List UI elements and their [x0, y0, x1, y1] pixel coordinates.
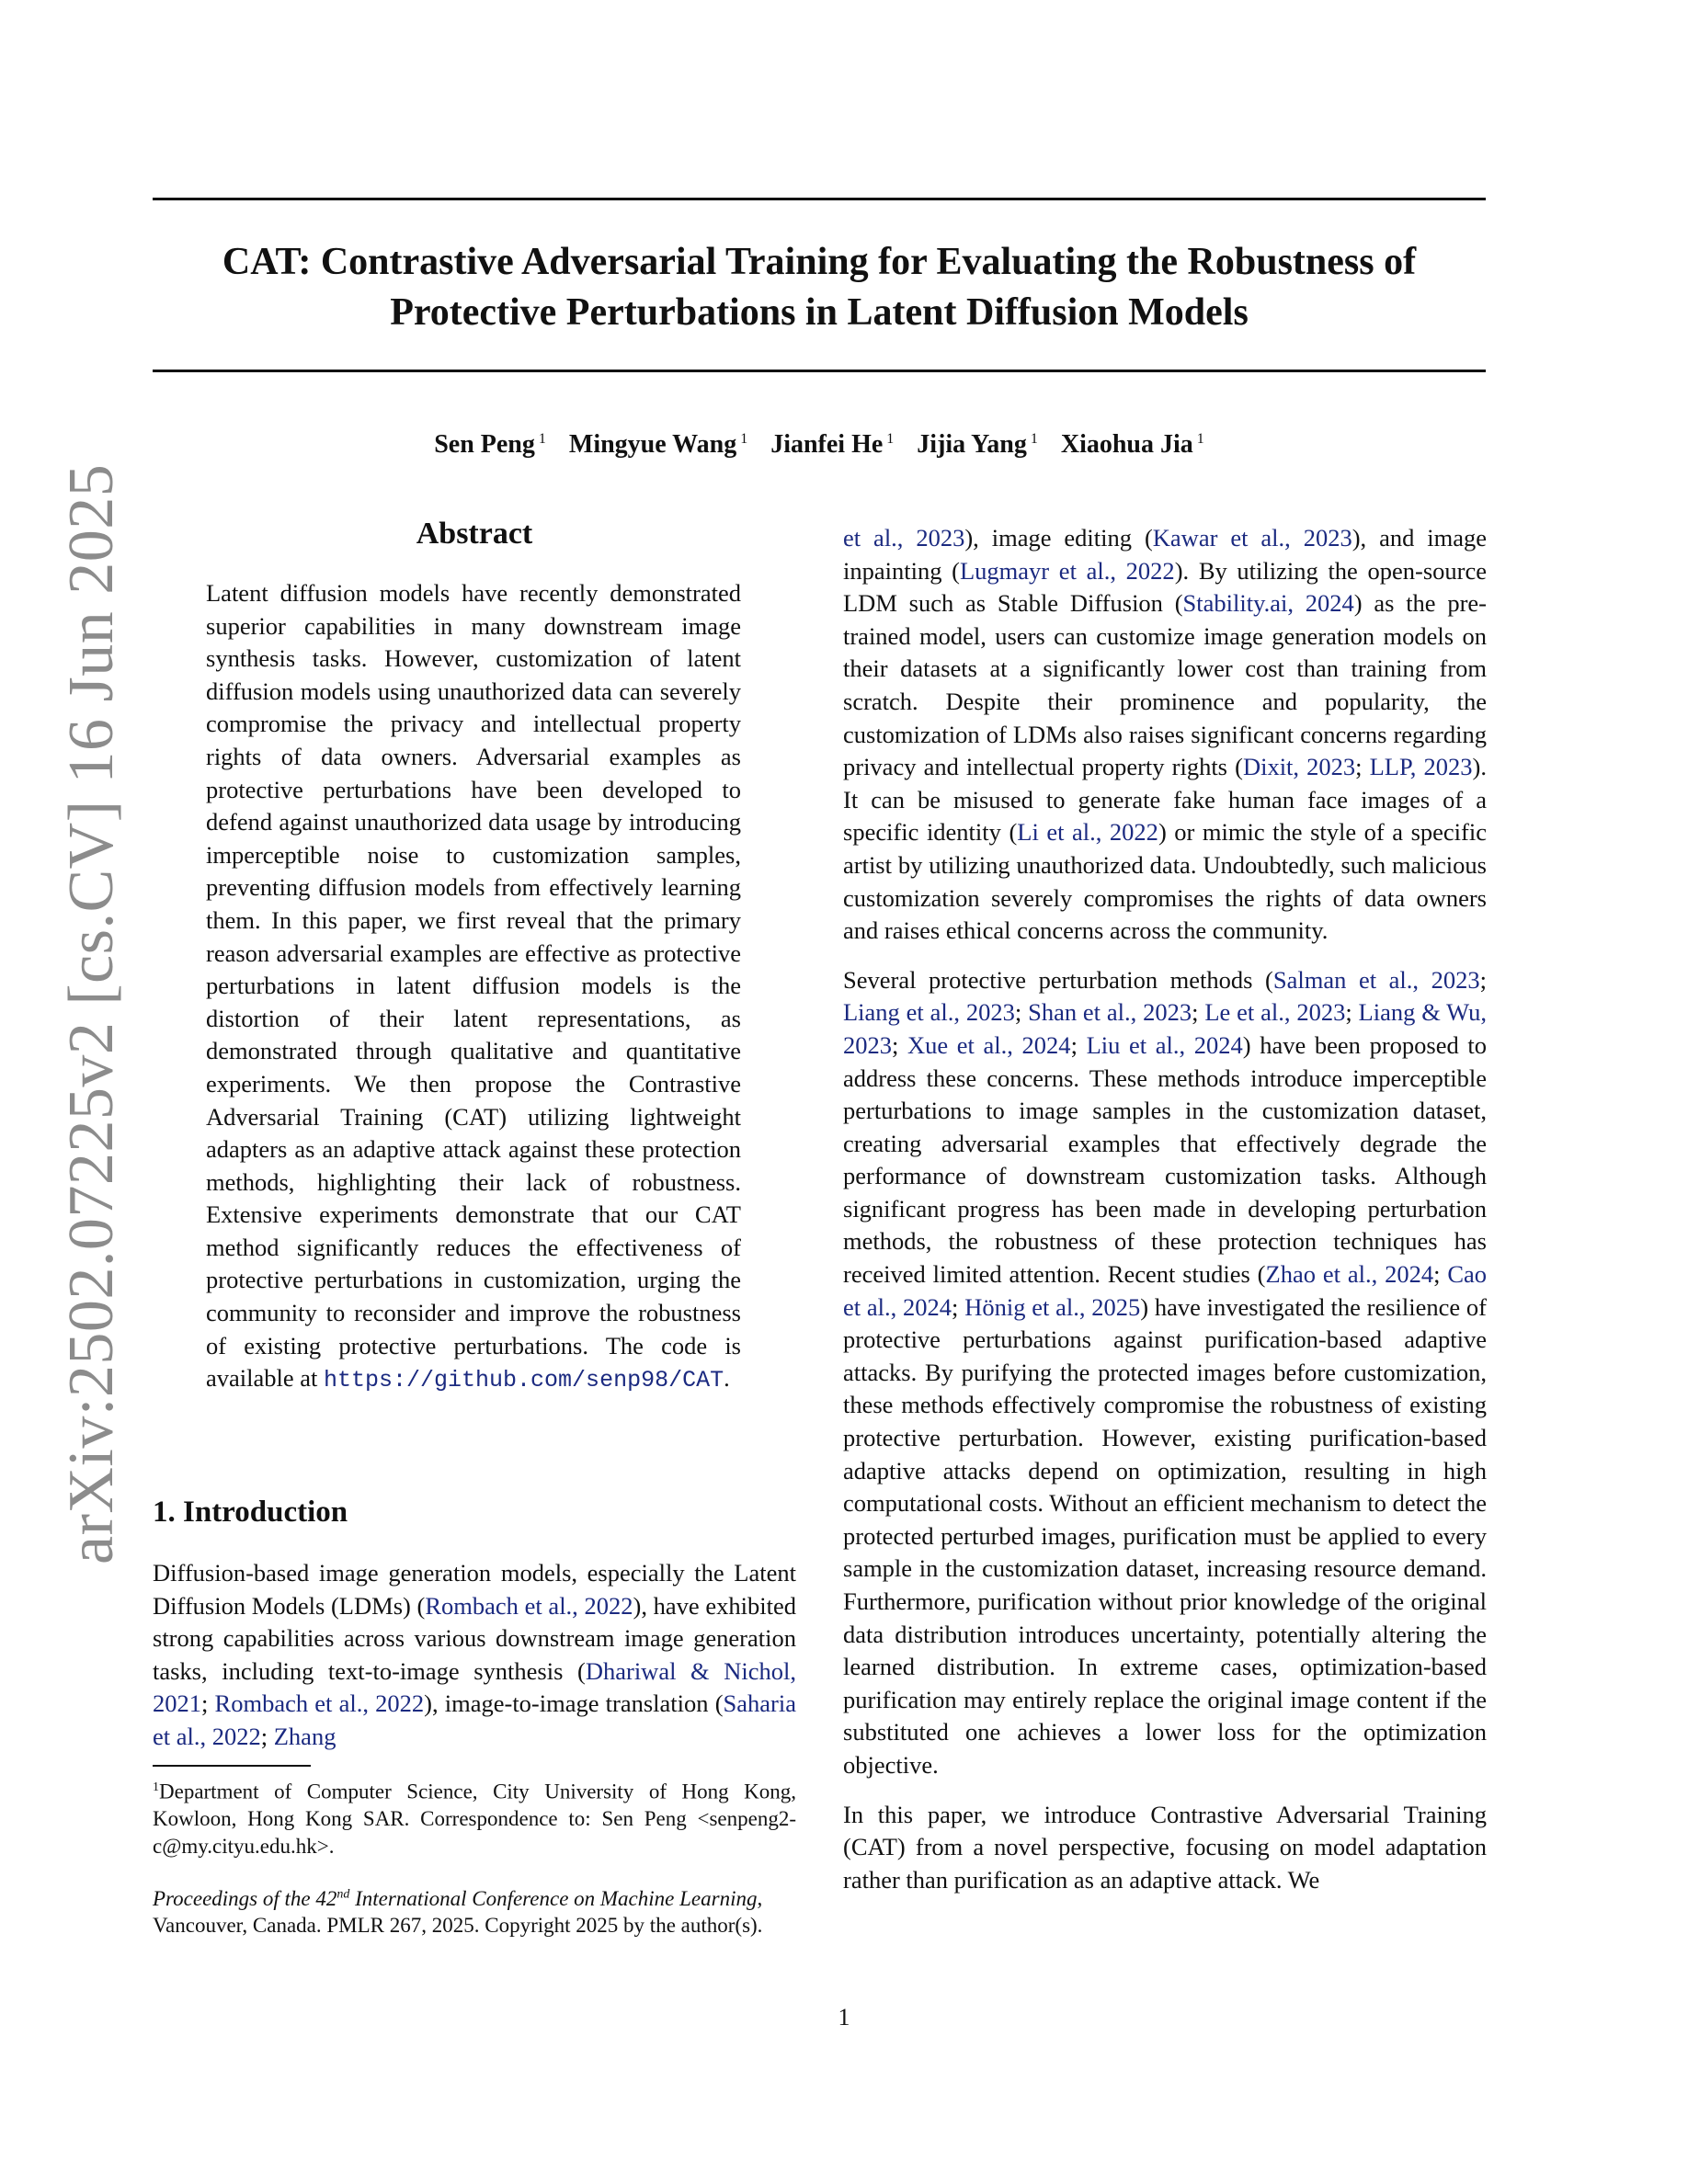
citation-link[interactable]: Hönig et al., 2025: [964, 1292, 1141, 1321]
paragraph: In this paper, we introduce Contrastive Adversarial Training (CAT) from a novel perspective, focusing on model adaptation rather than purification as an adaptive attack. We: [843, 1800, 1487, 1894]
arxiv-stamp: arXiv:2502.07225v2 [cs.CV] 16 Jun 2025: [56, 463, 127, 1564]
author: Jijia Yang $^1$: [917, 430, 1038, 459]
footnote-rule: [153, 1765, 311, 1767]
page-number: 1: [838, 2004, 850, 2030]
citation-link[interactable]: Liang et al., 2023: [843, 998, 1015, 1027]
author: Jianfei He $^1$: [770, 430, 895, 459]
citation-link[interactable]: Salman et al., 2023: [1272, 965, 1480, 994]
citation-link[interactable]: Zhang: [273, 1722, 336, 1750]
citation-link[interactable]: Rombach et al., 2022: [214, 1689, 425, 1718]
proceedings-note: Proceedings of the 42nd International Conference on Machine Learning, Vancouver, Canada. PMLR 267, 2025. Copyright 2025 by the author(s).: [153, 1886, 763, 1938]
citation-link[interactable]: Saharia et al., 2022: [153, 1689, 796, 1750]
citation-link[interactable]: Lugmayr et al., 2022: [959, 556, 1175, 585]
citation-link[interactable]: Zhao et al., 2024: [1265, 1260, 1434, 1289]
title-line-2: Protective Perturbations in Latent Diffusion Models: [390, 291, 1249, 334]
citation-link[interactable]: Xue et al., 2024: [907, 1030, 1071, 1059]
author: Xiaohua Jia $^1$: [1060, 430, 1204, 459]
title-line-1: CAT: Contrastive Adversarial Training for Evaluating the Robustness of: [222, 241, 1417, 283]
citation-link[interactable]: Shan et al., 2023: [1028, 998, 1192, 1027]
author-list: [153, 430, 1486, 460]
title-rule-bottom: [153, 370, 1486, 372]
author: Sen Peng $^1$: [434, 430, 546, 459]
citation-link[interactable]: Liu et al., 2024: [1086, 1030, 1243, 1059]
citation-link[interactable]: Rombach et al., 2022: [425, 1591, 633, 1620]
citation-link[interactable]: LLP, 2023: [1369, 753, 1473, 781]
author: Mingyue Wang $^1$: [568, 430, 748, 459]
introduction-paragraph: Diffusion-based image generation models, especially the Latent Diffusion Models (LDMs) (Rombach et al., 2022), have exhibited strong capabilities across various downstream image generation tasks, including text-to-image synthesis (Dhariwal & Nichol, 2021; Rombach et al., 2022), image-to-image translation (Saharia et al., 2022; Zhang: [153, 1559, 796, 1750]
paragraph: et al., 2023), image editing (Kawar et al., 2023), and image inpainting (Lugmayr et al., 2022). By utilizing the open-source LDM such as Stable Diffusion (Stability.ai, 2024) as the pre-trained model, users can customize image generation models on their datasets at a significantly lower cost than training from scratch. Despite their prominence and popularity, the customization of LDMs also raises significant concerns regarding privacy and intellectual property rights (Dixit, 2023; LLP, 2023). It can be misused to generate fake human face images of a specific identity (Li et al., 2022) or mimic the style of a specific artist by utilizing unauthorized data. Undoubtedly, such malicious customization severely compromises the rights of data owners and raises ethical concerns across the community.: [843, 524, 1488, 945]
paragraph: Several protective perturbation methods (Salman et al., 2023; Liang et al., 2023; Shan et al., 2023; Le et al., 2023; Liang & Wu, 2023; Xue et al., 2024; Liu et al., 2024) have been proposed to address these concerns. These methods introduce imperceptible perturbations to image samples in the customization dataset, creating adversarial examples that effectively degrade the performance of downstream customization tasks. Although significant progress has been made in developing perturbation methods, the robustness of these protection techniques has received limited attention. Recent studies (Zhao et al., 2024; Cao et al., 2024; Hönig et al., 2025) have investigated the resilience of protective perturbations against purification-based adaptive attacks. By purifying the protected images before customization, these methods effectively compromise the robustness of existing protective perturbation. However, existing purification-based adaptive attacks depend on optimization, resulting in high computational costs. Without an efficient mechanism to detect the protected perturbed images, purification must be applied to every sample in the customization dataset, increasing resource demand. Furthermore, purification without prior knowledge of the original data distribution introduces uncertainty, potentially altering the learned distribution. In extreme cases, optimization-based purification may entirely replace the original image content if the substituted one achieves a lower loss for the optimization objective.: [843, 965, 1488, 1779]
citation-link[interactable]: Stability.ai, 2024: [1182, 589, 1354, 618]
citation-link[interactable]: Le et al., 2023: [1204, 998, 1346, 1027]
section-heading-introduction: 1. Introduction: [153, 1496, 348, 1529]
footnote: $^1$Department of Computer Science, City University of Hong Kong, Kowloon, Hong Kong SAR. Correspondence to: Sen Peng <senpeng2-c@my.cityu.edu.hk>.: [153, 1780, 796, 1858]
code-link[interactable]: https://github.com/senp98/CAT: [324, 1367, 724, 1394]
citation-link[interactable]: Cao et al., 2024: [843, 1260, 1487, 1321]
right-column: [843, 522, 1487, 1913]
abstract-text: Latent diffusion models have recently demonstrated superior capabilities in many downstream image synthesis tasks. However, customization of latent diffusion models using unauthorized data can severely compromise the privacy and intellectual property rights of data owners. Adversarial examples as protective perturbations have been developed to defend against unauthorized data usage by introducing imperceptible noise to customization samples, preventing diffusion models from effectively learning them. In this paper, we first reveal that the primary reason adversarial examples are effective as protective perturbations in latent diffusion models is the distortion of their latent representations, as demonstrated through qualitative and quantitative experiments. We then propose the Contrastive Adversarial Training (CAT) utilizing lightweight adapters as an adaptive attack against these protection methods, highlighting their lack of robustness. Extensive experiments demonstrate that our CAT method significantly reduces the effectiveness of protective perturbations in customization, urging the community to reconsider and improve the robustness of existing protective perturbations. The code is available at https://github.com/senp98/CAT.: [206, 579, 741, 1394]
title-rule-top: [153, 198, 1486, 200]
citation-link[interactable]: Kawar et al., 2023: [1152, 524, 1352, 552]
citation-link[interactable]: Dixit, 2023: [1242, 753, 1356, 781]
abstract-heading: Abstract: [416, 517, 533, 551]
citation-link[interactable]: Liang & Wu, 2023: [843, 998, 1488, 1059]
citation-link[interactable]: Dhariwal & Nichol, 2021: [153, 1656, 796, 1718]
paper-title: [153, 237, 1486, 338]
citation-link[interactable]: Li et al., 2022: [1017, 818, 1158, 847]
citation-link[interactable]: et al., 2023: [843, 524, 965, 552]
